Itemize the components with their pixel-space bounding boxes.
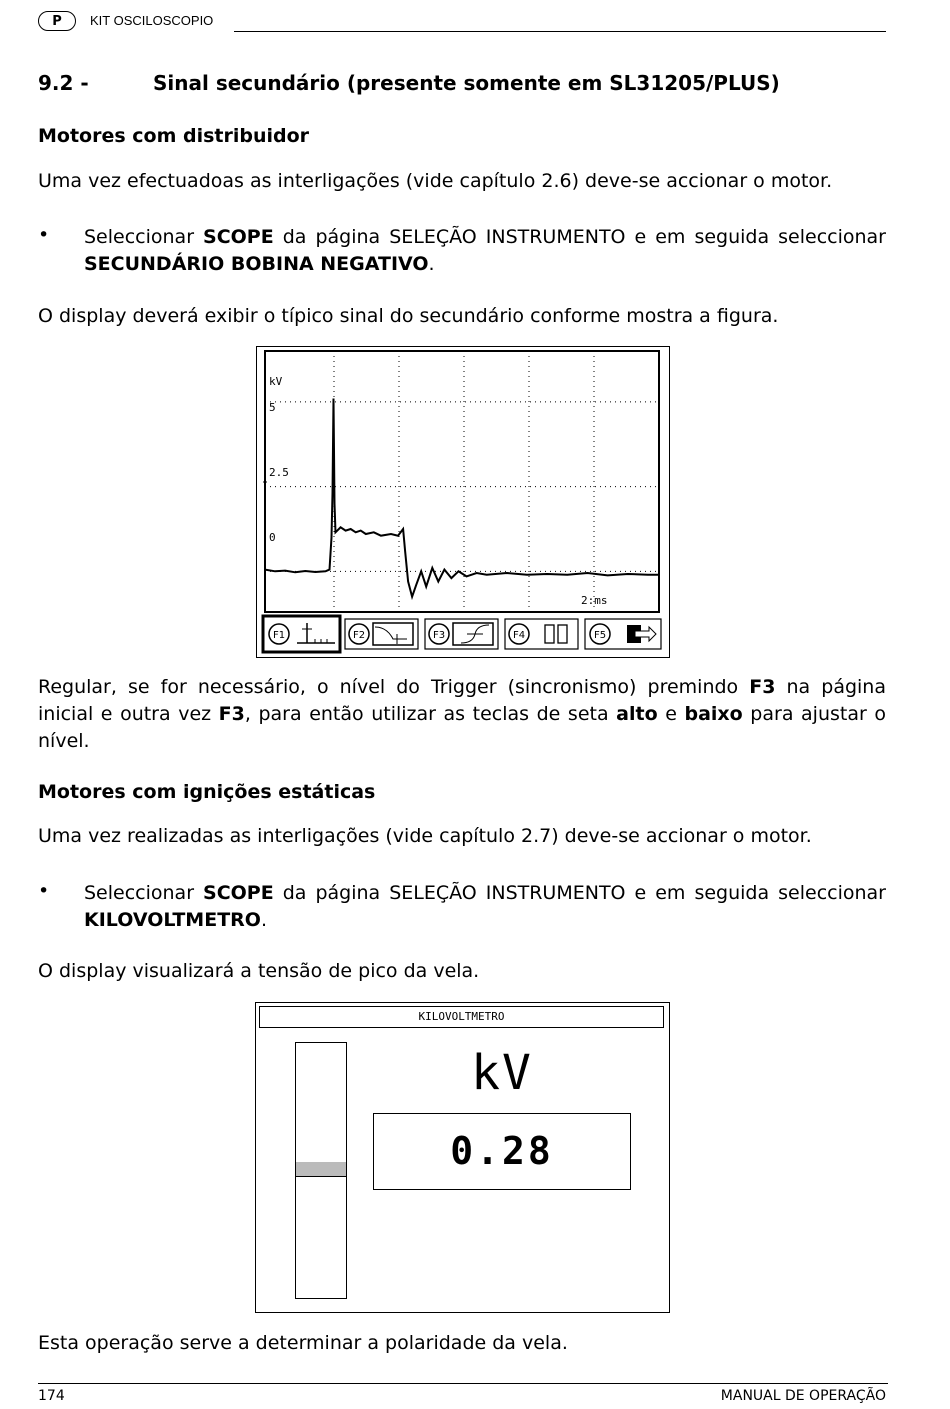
tick-label-5: 5 [269,401,276,414]
fkey-f3-label: F3 [432,630,446,641]
fkey-f4-label: F4 [512,630,526,641]
text: da página SELEÇÃO INSTRUMENTO e em seguida seleccionar [273,226,886,248]
timebase-label: 2:ms [581,594,608,607]
paragraph-interligacoes-2: Uma vez realizadas as interligações (vide capítulo 2.7) deve-se accionar o motor. [38,825,812,847]
text: , para então utilizar as teclas de seta [244,703,617,725]
paragraph-interligacoes-1: Uma vez efectuadoas as interligações (vide capítulo 2.6) deve-se accionar o motor. [38,170,833,192]
text: da página SELEÇÃO INSTRUMENTO e em seguida seleccionar [273,882,886,904]
kv-level-indicator [296,1162,346,1177]
kilovoltmeter-figure [255,1002,670,1313]
bold-kilovoltmetro: KILOVOLTMETRO [84,909,261,931]
text: Regular, se for necessário, o nível do Trigger (sincronismo) premindo [38,676,750,698]
fkey-f4-button[interactable] [505,619,578,649]
footer-manual: MANUAL DE OPERAÇÃO [720,1388,886,1404]
text: Seleccionar [84,226,204,248]
kv-value-display: 0.28 [373,1113,631,1190]
page-number: 174 [38,1388,65,1404]
bullet-scope-kilovoltmetro [84,880,886,934]
oscilloscope-figure [256,346,670,658]
fkey-f5-label: F5 [593,630,607,641]
tick-label-2-5: 2.5 [269,466,289,479]
oscilloscope-svg [257,347,669,657]
kv-level-bar [295,1042,347,1299]
bold-secundario: SECUNDÁRIO BOBINA NEGATIVO [84,253,429,275]
tick-label-0: 0 [269,531,276,544]
text: e [657,703,685,725]
cursor-icon [373,623,413,645]
trigger-icon [453,623,493,645]
header-rule [234,31,886,32]
bold-scope: SCOPE [203,226,274,248]
bold-f3: F3 [218,703,245,725]
fkey-f5-button[interactable] [585,619,661,649]
subsection-title-ignicoes: Motores com ignições estáticas [38,781,376,803]
bold-baixo: baixo [684,703,743,725]
bullet-icon: • [38,224,50,246]
paragraph-trigger [38,674,886,755]
text: . [260,909,267,931]
text: Seleccionar [84,882,204,904]
paragraph-display-sinal: O display deverá exibir o típico sinal do secundário conforme mostra a figura. [38,305,779,327]
fkey-f1-label: F1 [272,630,286,641]
page-header [38,10,886,36]
bullet-icon: • [38,880,50,902]
fkey-f1-button[interactable] [263,616,340,652]
kv-title-bar: KILOVOLTMETRO [259,1006,664,1028]
paragraph-tensao-pico: O display visualizará a tensão de pico da vela. [38,960,480,982]
kv-unit-label: kV [471,1045,533,1101]
fkey-f3-button[interactable] [425,619,498,649]
bold-scope: SCOPE [203,882,274,904]
fkey-f2-label: F2 [352,630,366,641]
text: para ajustar o nível. [38,703,886,752]
language-badge: P [38,11,76,31]
header-title: KIT OSCILOSCOPIO [90,13,214,28]
section-number: 9.2 - [38,71,89,95]
footer-rule [38,1383,888,1384]
fkey-f2-button[interactable] [345,619,418,649]
text: . [428,253,435,275]
bullet-scope-secundario [84,224,886,278]
axis-unit-label: kV [269,375,283,388]
bold-alto: alto [616,703,658,725]
paragraph-polaridade: Esta operação serve a determinar a polaridade da vela. [38,1332,568,1354]
bold-f3: F3 [749,676,776,698]
section-title: Sinal secundário (presente somente em SL31205/PLUS) [153,71,780,95]
subsection-title-distribuidor: Motores com distribuidor [38,125,310,147]
text: na página inicial e outra vez [38,676,886,725]
